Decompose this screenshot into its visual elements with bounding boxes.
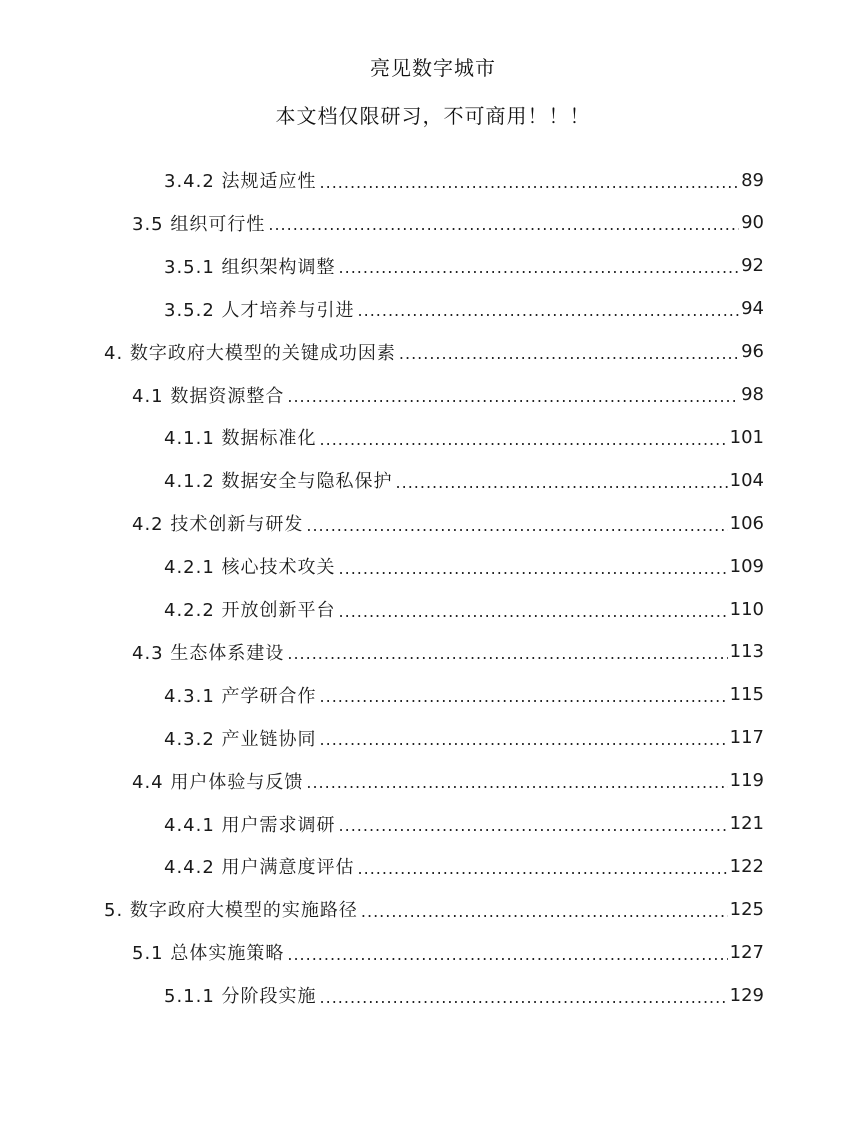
toc-entry-label: 3.5.2 人才培养与引进 — [164, 299, 355, 321]
toc-page-number: 125 — [729, 898, 764, 920]
toc-entry[interactable] — [164, 804, 764, 844]
toc-entry[interactable] — [132, 761, 764, 801]
toc-entry[interactable] — [164, 589, 764, 629]
toc-entry-label: 4. 数字政府大模型的关键成功因素 — [104, 342, 396, 364]
toc-entry[interactable] — [132, 375, 764, 415]
toc-entry[interactable] — [164, 460, 764, 500]
toc-dot-leader — [320, 687, 728, 706]
toc-dot-leader — [396, 473, 728, 492]
toc-page-number: 121 — [729, 813, 764, 834]
toc-page-number: 90 — [741, 212, 764, 234]
toc-page-number: 109 — [729, 555, 764, 577]
toc-page-number: 127 — [729, 941, 764, 963]
toc-entry-label: 4.2.1 核心技术攻关 — [164, 557, 336, 579]
toc-dot-leader — [320, 730, 728, 749]
toc-entry-label: 4.4 用户体验与反馈 — [132, 771, 304, 793]
toc-entry[interactable] — [164, 718, 764, 758]
toc-entry[interactable] — [104, 332, 764, 372]
toc-entry-label: 4.4.2 用户满意度评估 — [164, 857, 355, 879]
toc-dot-leader — [358, 859, 728, 878]
toc-entry-label: 4.3 生态体系建设 — [132, 642, 285, 664]
toc-page-number: 119 — [729, 770, 764, 792]
toc-entry-label: 5. 数字政府大模型的实施路径 — [104, 900, 358, 922]
toc-page-number: 96 — [741, 341, 764, 363]
toc-dot-leader — [358, 301, 740, 320]
toc-page-number: 94 — [741, 298, 764, 320]
toc-dot-leader — [320, 173, 740, 192]
toc-entry[interactable] — [164, 546, 764, 586]
toc-entry-label: 5.1 总体实施策略 — [132, 943, 285, 965]
document-title: 亮见数字城市 — [370, 56, 496, 80]
toc-entry-label: 3.5 组织可行性 — [132, 213, 266, 235]
toc-entry[interactable] — [164, 846, 764, 886]
toc-dot-leader — [306, 773, 727, 792]
toc-dot-leader — [287, 387, 739, 406]
toc-dot-leader — [339, 258, 740, 277]
toc-entry[interactable] — [132, 503, 764, 543]
toc-page-number: 117 — [729, 727, 764, 749]
toc-entry-label: 4.2.2 开放创新平台 — [164, 600, 336, 621]
toc-entry-label: 4.1.1 数据标准化 — [164, 428, 317, 450]
toc-dot-leader — [287, 945, 727, 964]
toc-entry[interactable] — [164, 289, 764, 329]
toc-entry-label: 3.5.1 组织架构调整 — [164, 256, 336, 278]
toc-entry[interactable] — [132, 932, 764, 972]
toc-page-number: 106 — [729, 512, 764, 534]
toc-dot-leader — [361, 902, 728, 921]
toc-dot-leader — [268, 215, 739, 234]
toc-entry[interactable] — [132, 203, 764, 243]
toc-entry-label: 4.1.2 数据安全与隐私保护 — [164, 471, 393, 493]
toc-dot-leader — [399, 344, 739, 363]
toc-page-number: 113 — [729, 641, 764, 663]
toc-dot-leader — [339, 602, 728, 621]
toc-page-number: 122 — [729, 855, 764, 877]
toc-entry-label: 5.1.1 分阶段实施 — [164, 986, 317, 1008]
toc-page-number: 101 — [729, 426, 764, 448]
toc-entry[interactable] — [104, 889, 764, 929]
toc-page-number: 92 — [741, 255, 764, 277]
toc-entry-label: 4.4.1 用户需求调研 — [164, 814, 336, 836]
toc-dot-leader — [320, 430, 728, 449]
toc-entry[interactable] — [164, 160, 764, 200]
usage-notice: 本文档仅限研习，不可商用！！！ — [275, 104, 591, 128]
toc-page-number: 89 — [741, 169, 764, 191]
toc-entry-label: 3.4.2 法规适应性 — [164, 171, 317, 192]
toc-entry-label: 4.1 数据资源整合 — [132, 385, 285, 407]
toc-dot-leader — [320, 988, 728, 1007]
toc-dot-leader — [339, 816, 728, 835]
toc-entry[interactable] — [164, 417, 764, 457]
toc-dot-leader — [287, 644, 727, 663]
toc-entry-label: 4.3.2 产业链协同 — [164, 728, 317, 750]
toc-entry[interactable] — [164, 975, 764, 1015]
toc-page-number: 98 — [741, 384, 764, 405]
toc-dot-leader — [339, 559, 728, 578]
toc-page-number: 129 — [729, 984, 764, 1006]
toc-page-number: 104 — [729, 469, 764, 491]
toc-entry-label: 4.3.1 产学研合作 — [164, 685, 317, 707]
toc-entry[interactable] — [164, 675, 764, 715]
toc-page-number: 110 — [729, 598, 764, 620]
toc-entry[interactable] — [164, 246, 764, 286]
toc-entry-label: 4.2 技术创新与研发 — [132, 514, 304, 536]
toc-dot-leader — [306, 516, 727, 535]
toc-entry[interactable] — [132, 632, 764, 672]
toc-page-number: 115 — [729, 684, 764, 706]
